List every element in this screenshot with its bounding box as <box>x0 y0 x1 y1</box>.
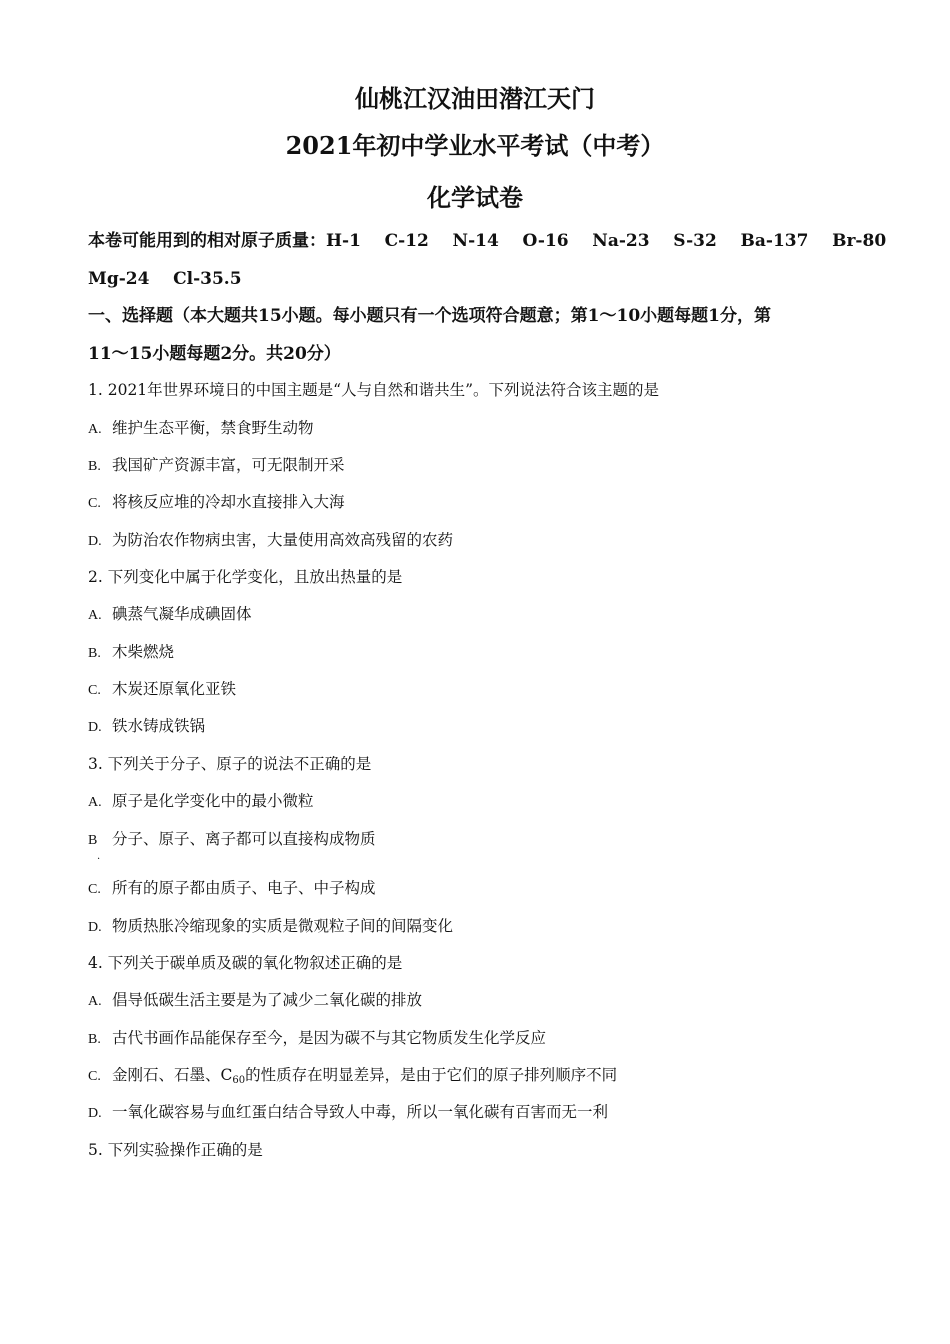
question-2-option-c <box>88 679 236 701</box>
atomic-masses-line2: Mg-24 Cl-35.5 <box>88 269 242 289</box>
option-label: D. <box>88 1106 102 1121</box>
option-label: B. <box>88 1032 101 1047</box>
exam-year-title: 2021年初中学业水平考试（中考） <box>285 131 665 160</box>
option-label: B. <box>88 459 101 474</box>
option-label: A. <box>88 994 102 1009</box>
question-1-option-c <box>88 492 345 514</box>
option-label: D. <box>88 534 102 549</box>
question-2-option-a <box>88 604 252 626</box>
option-text: 木柴燃烧 <box>112 643 175 661</box>
option-label: C. <box>88 882 101 897</box>
option-text: 古代书画作品能保存至今，是因为碳不与其它物质发生化学反应 <box>112 1029 547 1047</box>
question-4-option-b <box>88 1028 546 1050</box>
section-heading-line1: 一、选择题（本大题共15小题。每小题只有一个选项符合题意；第1～10小题每题1分，第 <box>88 306 771 326</box>
question-3-option-d <box>88 916 453 938</box>
question-1-stem: 1. 2021年世界环境日的中国主题是“人与自然和谐共生”。下列说法符合该主题的是 <box>88 381 660 399</box>
option-text: 为防治农作物病虫害，大量使用高效高残留的农药 <box>112 531 454 549</box>
option-text: 碘蒸气凝华成碘固体 <box>112 605 252 623</box>
option-label: A. <box>88 608 102 623</box>
question-3-option-b <box>88 829 376 851</box>
question-3-option-c <box>88 878 376 900</box>
option-text: 维护生态平衡，禁食野生动物 <box>112 419 314 437</box>
question-4-option-c <box>88 1065 617 1088</box>
option-label: C. <box>88 1069 101 1084</box>
section-heading-line2: 11～15小题每题2分。共20分） <box>88 344 341 364</box>
option-text: 原子是化学变化中的最小微粒 <box>112 792 314 810</box>
question-1-option-d <box>88 530 453 552</box>
option-text: 分子、原子、离子都可以直接构成物质 <box>112 830 376 848</box>
question-2-option-d <box>88 716 205 738</box>
question-4-option-d <box>88 1102 608 1124</box>
option-text: 一氧化碳容易与血红蛋白结合导致人中毒，所以一氧化碳有百害而无一利 <box>112 1103 609 1121</box>
option-text-post: 的性质存在明显差异，是由于它们的原子排列顺序不同 <box>245 1066 618 1084</box>
option-label: D. <box>88 920 102 935</box>
stray-dot: . <box>97 851 101 862</box>
question-2-stem: 2. 下列变化中属于化学变化，且放出热量的是 <box>88 568 403 586</box>
question-1-option-a <box>88 418 314 440</box>
option-text: 木炭还原氧化亚铁 <box>112 680 237 698</box>
option-label: B <box>88 833 98 848</box>
option-text: 我国矿产资源丰富，可无限制开采 <box>112 456 345 474</box>
question-4-option-a <box>88 990 422 1012</box>
option-text: 物质热胀冷缩现象的实质是微观粒子间的间隔变化 <box>112 917 454 935</box>
option-label: A. <box>88 795 102 810</box>
option-text: 所有的原子都由质子、电子、中子构成 <box>112 879 376 897</box>
exam-subject-title: 化学试卷 <box>427 183 523 212</box>
option-text: 铁水铸成铁锅 <box>112 717 206 735</box>
option-text-pre: 金刚石、石墨、C <box>112 1066 233 1084</box>
option-label: B. <box>88 646 101 661</box>
option-label: D. <box>88 720 102 735</box>
exam-region-title: 仙桃江汉油田潜江天门 <box>355 84 595 113</box>
question-3-stem: 3. 下列关于分子、原子的说法不正确的是 <box>88 755 372 773</box>
atomic-masses-line1: 本卷可能用到的相对原子质量：H-1 C-12 N-14 O-16 Na-23 S-32 Ba-137 Br-80 <box>88 231 887 251</box>
question-1-option-b <box>88 455 345 477</box>
question-3-option-a <box>88 791 314 813</box>
option-text: 将核反应堆的冷却水直接排入大海 <box>112 493 345 511</box>
option-text: 倡导低碳生活主要是为了减少二氧化碳的排放 <box>112 991 423 1009</box>
question-4-stem: 4. 下列关于碳单质及碳的氧化物叙述正确的是 <box>88 954 403 972</box>
subscript-60: 60 <box>232 1075 246 1086</box>
option-label: A. <box>88 422 102 437</box>
question-5-stem: 5. 下列实验操作正确的是 <box>88 1141 263 1159</box>
option-label: C. <box>88 683 101 698</box>
option-label: C. <box>88 496 101 511</box>
question-2-option-b <box>88 642 174 664</box>
